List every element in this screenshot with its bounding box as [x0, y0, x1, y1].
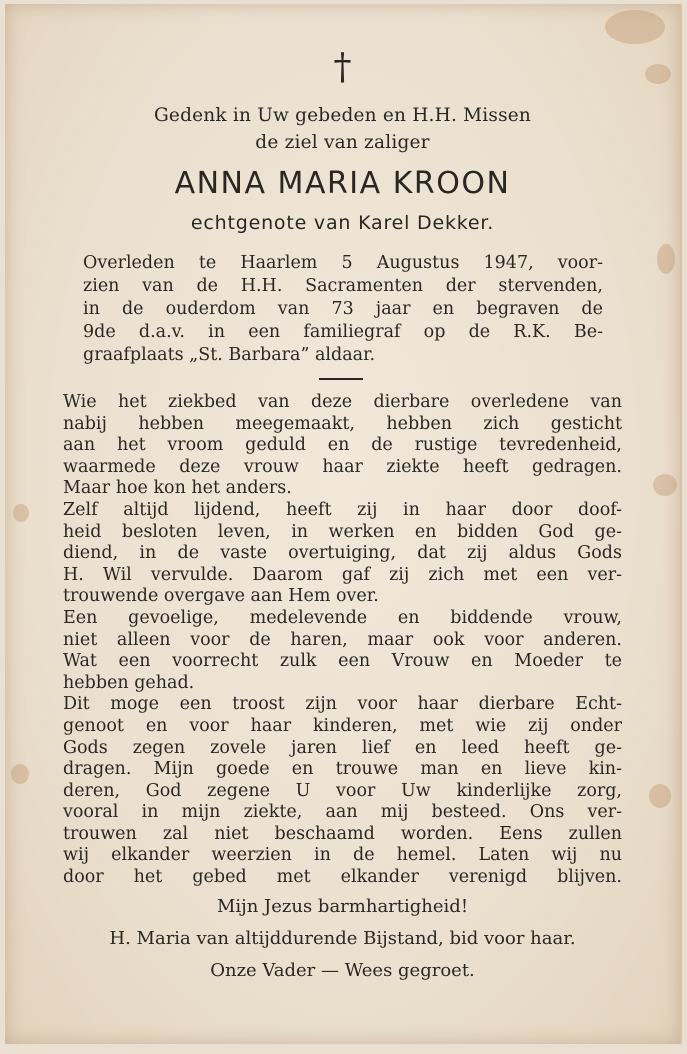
prayer-line: Onze Vader — Wees gegroet.	[210, 960, 475, 981]
death-line: graafplaats „St. Barbara” aldaar.	[83, 345, 376, 365]
prayer-line: H. Maria van altijddurende Bijstand, bid voor haar.	[109, 928, 576, 949]
eulogy-line: Wie het ziekbed van deze dierbare overledene van	[63, 392, 622, 412]
eulogy-line: waarmede deze vrouw haar ziekte heeft gedragen.	[63, 456, 622, 477]
intro-line: de ziel van zaliger	[255, 132, 430, 153]
death-line: zien van de H.H. Sacramenten der stervenden,	[83, 276, 603, 296]
spouse-line: echtgenote van Karel Dekker.	[190, 212, 495, 234]
prayer-line: Mijn Jezus barmhartigheid!	[216, 896, 469, 917]
eulogy-line: H. Wil vervulde. Daarom gaf zij zich met een ver-	[63, 564, 622, 585]
eulogy-line: genoot en voor haar kinderen, met wie zij onder	[63, 715, 622, 736]
cross-icon: †	[333, 47, 352, 88]
stain	[653, 474, 677, 496]
eulogy-line: Maar hoe kon het anders.	[63, 478, 292, 499]
eulogy-line: Gods zegen zovele jaren lief en leed heeft ge-	[63, 737, 622, 758]
eulogy-line: heid besloten leven, in werken en bidden God ge-	[63, 521, 622, 542]
eulogy-line: Een gevoelige, medelevende en biddende vrouw,	[63, 607, 622, 628]
stain	[11, 764, 29, 784]
eulogy-line: dragen. Mijn goede en trouwe man en lieve kin-	[63, 759, 622, 780]
memorial-card	[5, 4, 682, 1044]
death-line: in de ouderdom van 73 jaar en begraven de	[83, 299, 603, 319]
eulogy-line: trouwen zal niet beschaamd worden. Eens zullen	[63, 823, 622, 844]
eulogy-line: Zelf altijd lijdend, heeft zij in haar door doof-	[63, 499, 622, 520]
eulogy-line: trouwende overgave aan Hem over.	[63, 586, 379, 607]
intro-text	[5, 102, 680, 156]
eulogy-line: deren, God zegene U voor Uw kinderlijke zorg,	[63, 780, 622, 801]
eulogy-line: hebben gehad.	[63, 672, 195, 693]
stain	[657, 244, 675, 274]
intro-line: Gedenk in Uw gebeden en H.H. Missen	[153, 105, 532, 126]
eulogy-line: nabij hebben meegemaakt, hebben zich gesticht	[63, 413, 622, 434]
eulogy-line: Dit moge een troost zijn voor haar dierbare Echt-	[63, 694, 622, 715]
eulogy-text	[63, 392, 622, 889]
eulogy-line: wij elkander weerzien in de hemel. Laten wij nu	[63, 845, 622, 866]
eulogy-line: Wat een voorrecht zulk een Vrouw en Moeder te	[63, 651, 622, 672]
divider	[319, 378, 363, 380]
eulogy-line: aan het vroom geduld en de rustige tevredenheid,	[63, 435, 622, 456]
eulogy-line: niet alleen voor de haren, maar ook voor anderen.	[63, 629, 622, 650]
stain	[605, 10, 665, 44]
stain	[649, 784, 671, 808]
eulogy-line: vooral in mijn ziekte, aan mij besteed. Ons ver-	[63, 802, 622, 823]
death-line: Overleden te Haarlem 5 Augustus 1947, voor-	[83, 253, 603, 273]
death-line: 9de d.a.v. in een familiegraf op de R.K. Be-	[83, 322, 603, 342]
eulogy-line: diend, in de vaste overtuiging, dat zij aldus Gods	[63, 543, 622, 564]
eulogy-line: door het gebed met elkander verenigd blijven.	[63, 867, 622, 888]
deceased-name: ANNA MARIA KROON	[174, 166, 511, 201]
death-notice	[83, 252, 603, 367]
stain	[13, 504, 29, 522]
